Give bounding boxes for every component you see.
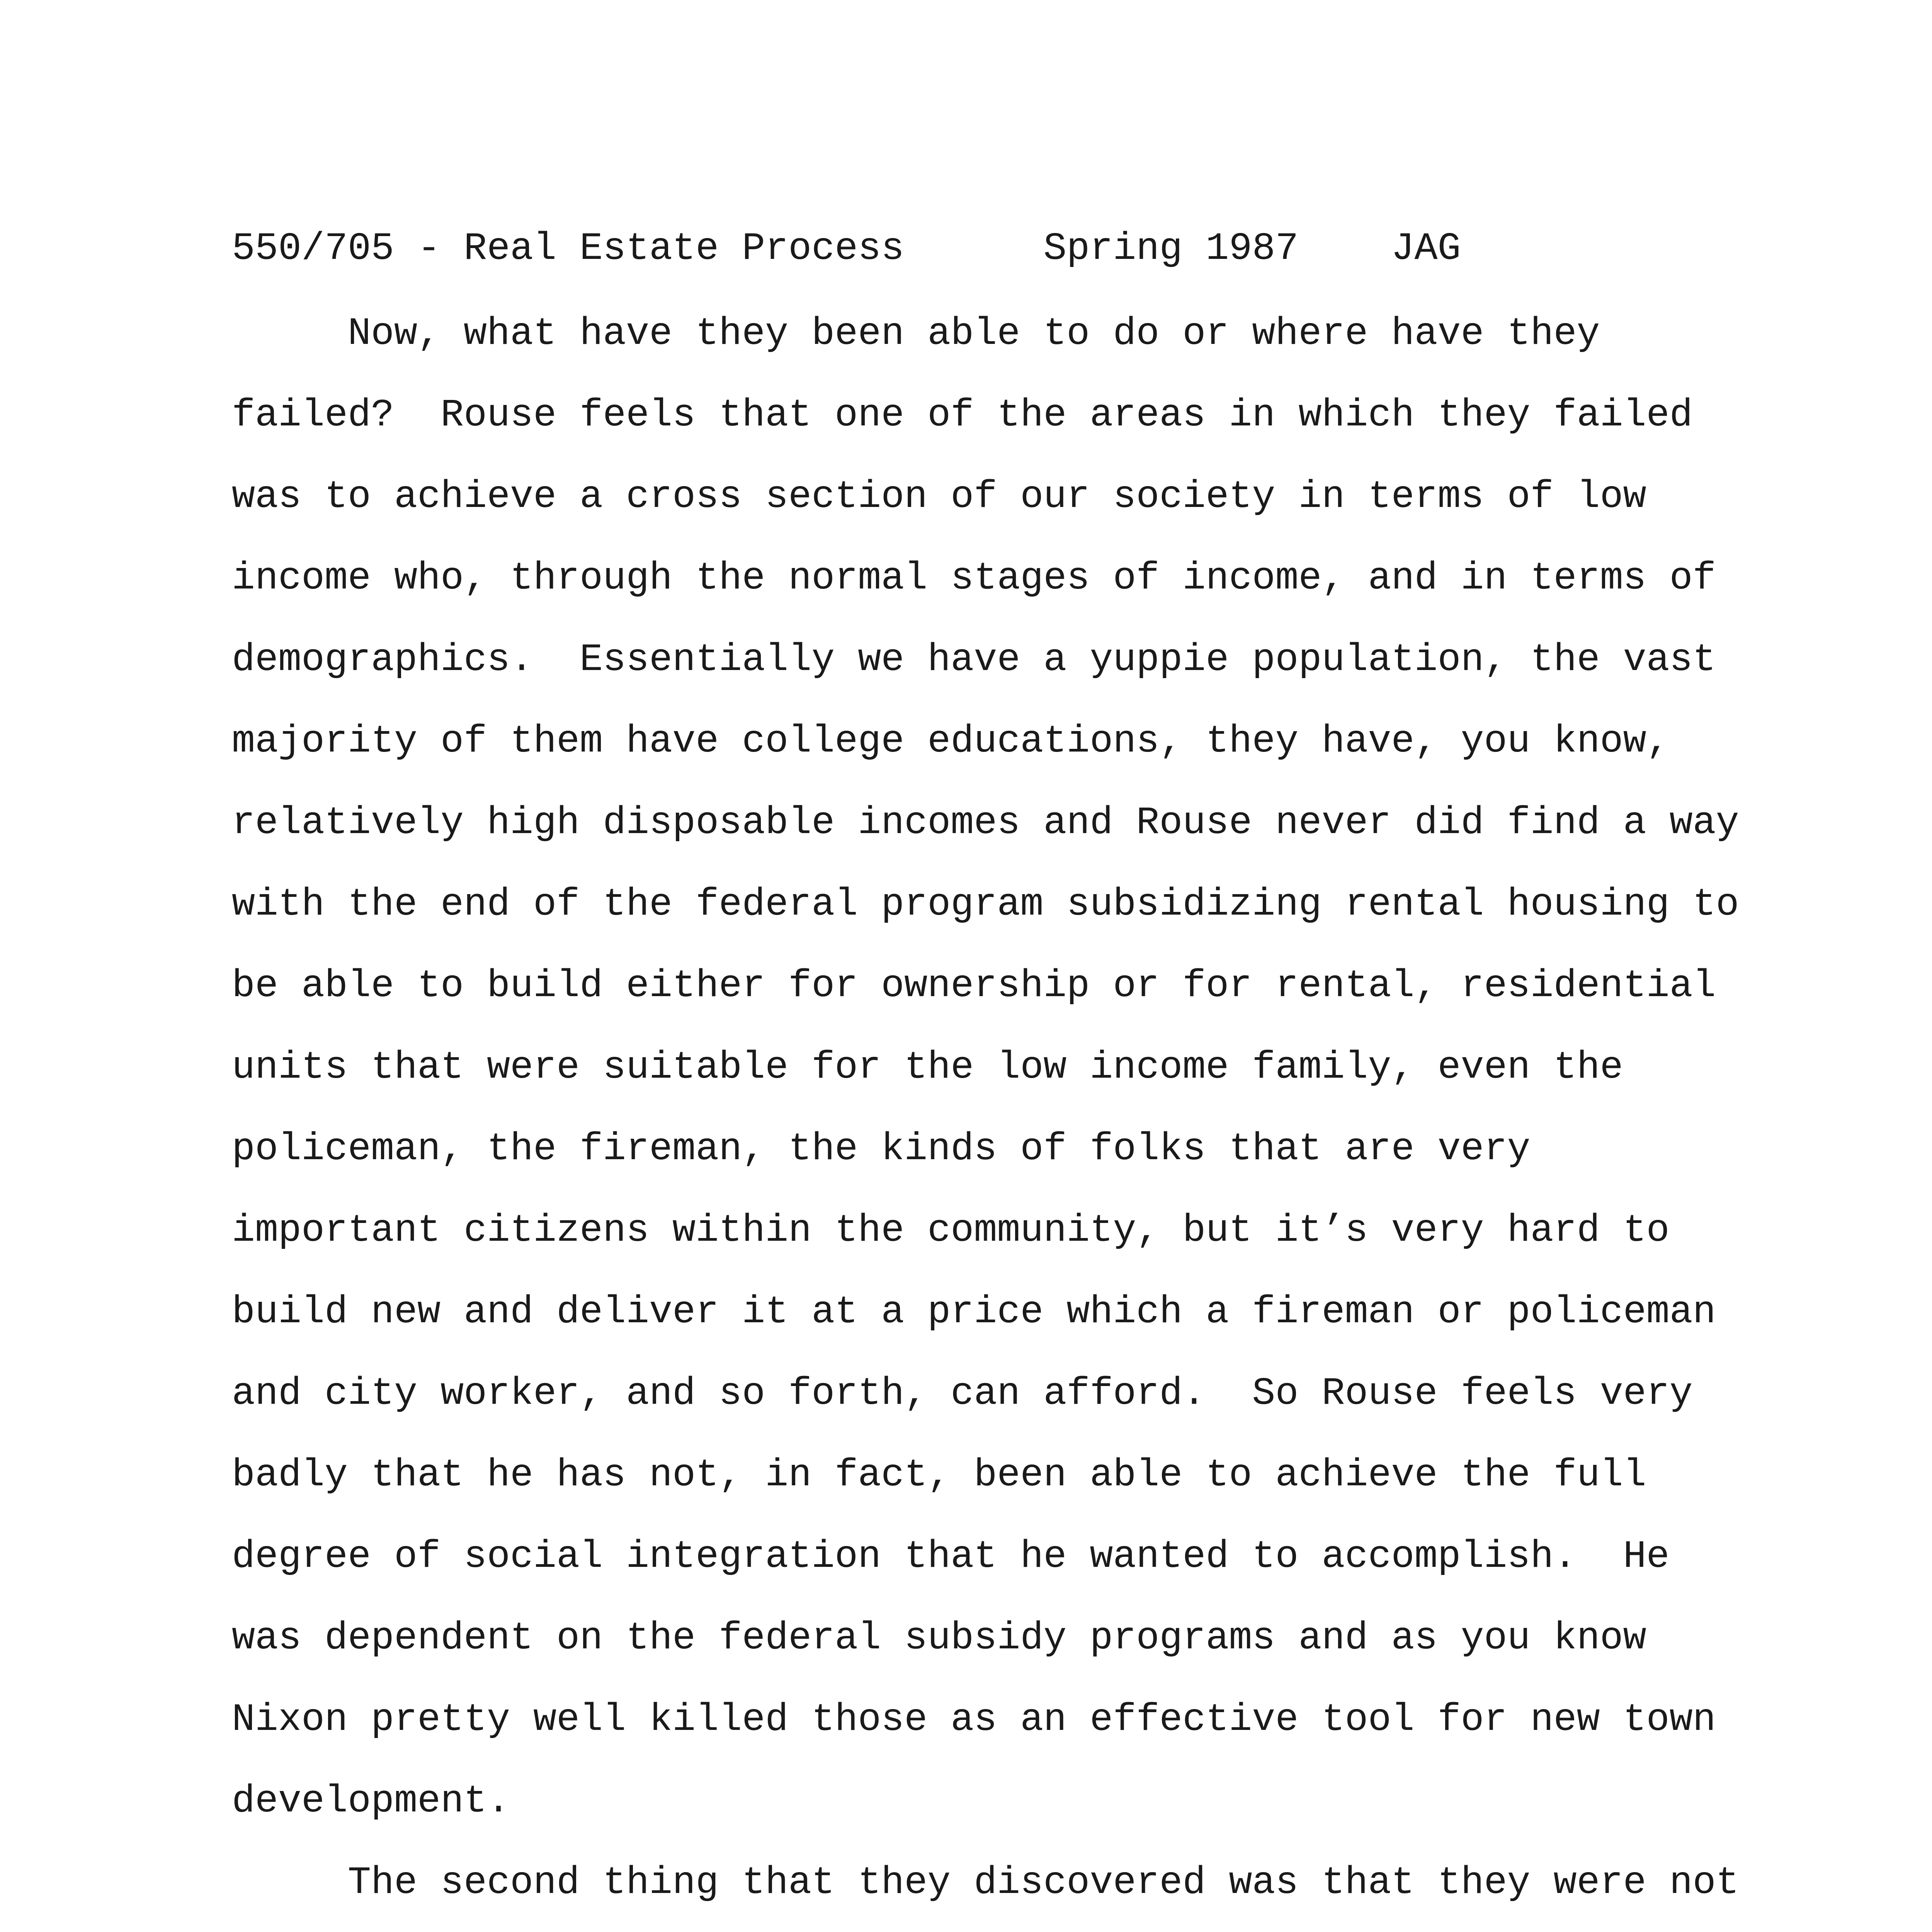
text-line: development.: [232, 1780, 510, 1823]
text-line: The second thing that they discovered was that they were not: [348, 1861, 1739, 1905]
text-line: important citizens within the community, but it’s very hard to: [232, 1209, 1670, 1253]
text-line: income who, through the normal stages of income, and in terms of: [232, 557, 1716, 600]
text-line: be able to build either for ownership or for rental, residential: [232, 964, 1716, 1008]
text-line: was dependent on the federal subsidy programs and as you know: [232, 1617, 1646, 1660]
text-line: relatively high disposable incomes and Rouse never did find a way: [232, 801, 1739, 845]
text-line: degree of social integration that he wanted to accomplish. He: [232, 1535, 1670, 1579]
header-gap-2: [1298, 227, 1391, 271]
header-gap-1: [904, 227, 1043, 271]
text-line: majority of them have college educations, they have, you know,: [232, 720, 1670, 764]
text-line: Nixon pretty well killed those as an effective tool for new town: [232, 1698, 1716, 1742]
text-line: and city worker, and so forth, can afford. So Rouse feels very: [232, 1372, 1693, 1416]
text-line: Now, what have they been able to do or where have they: [348, 312, 1600, 356]
text-line: build new and deliver it at a price which a fireman or policeman: [232, 1291, 1716, 1334]
author-initials: JAG: [1391, 227, 1461, 271]
text-line: failed? Rouse feels that one of the areas in which they failed: [232, 394, 1693, 437]
term-label: Spring 1987: [1043, 227, 1299, 271]
text-line: units that were suitable for the low income family, even the: [232, 1046, 1623, 1090]
text-line: demographics. Essentially we have a yuppie population, the vast: [232, 638, 1716, 682]
text-line: badly that he has not, in fact, been able to achieve the full: [232, 1454, 1646, 1497]
course-title: 550/705 - Real Estate Process: [232, 227, 905, 271]
text-line: policeman, the fireman, the kinds of folks that are very: [232, 1128, 1531, 1171]
body-text: [232, 307, 1739, 1932]
page-header: [232, 222, 1461, 276]
text-line: was to achieve a cross section of our society in terms of low: [232, 475, 1646, 519]
text-line: with the end of the federal program subsidizing rental housing to: [232, 883, 1739, 927]
